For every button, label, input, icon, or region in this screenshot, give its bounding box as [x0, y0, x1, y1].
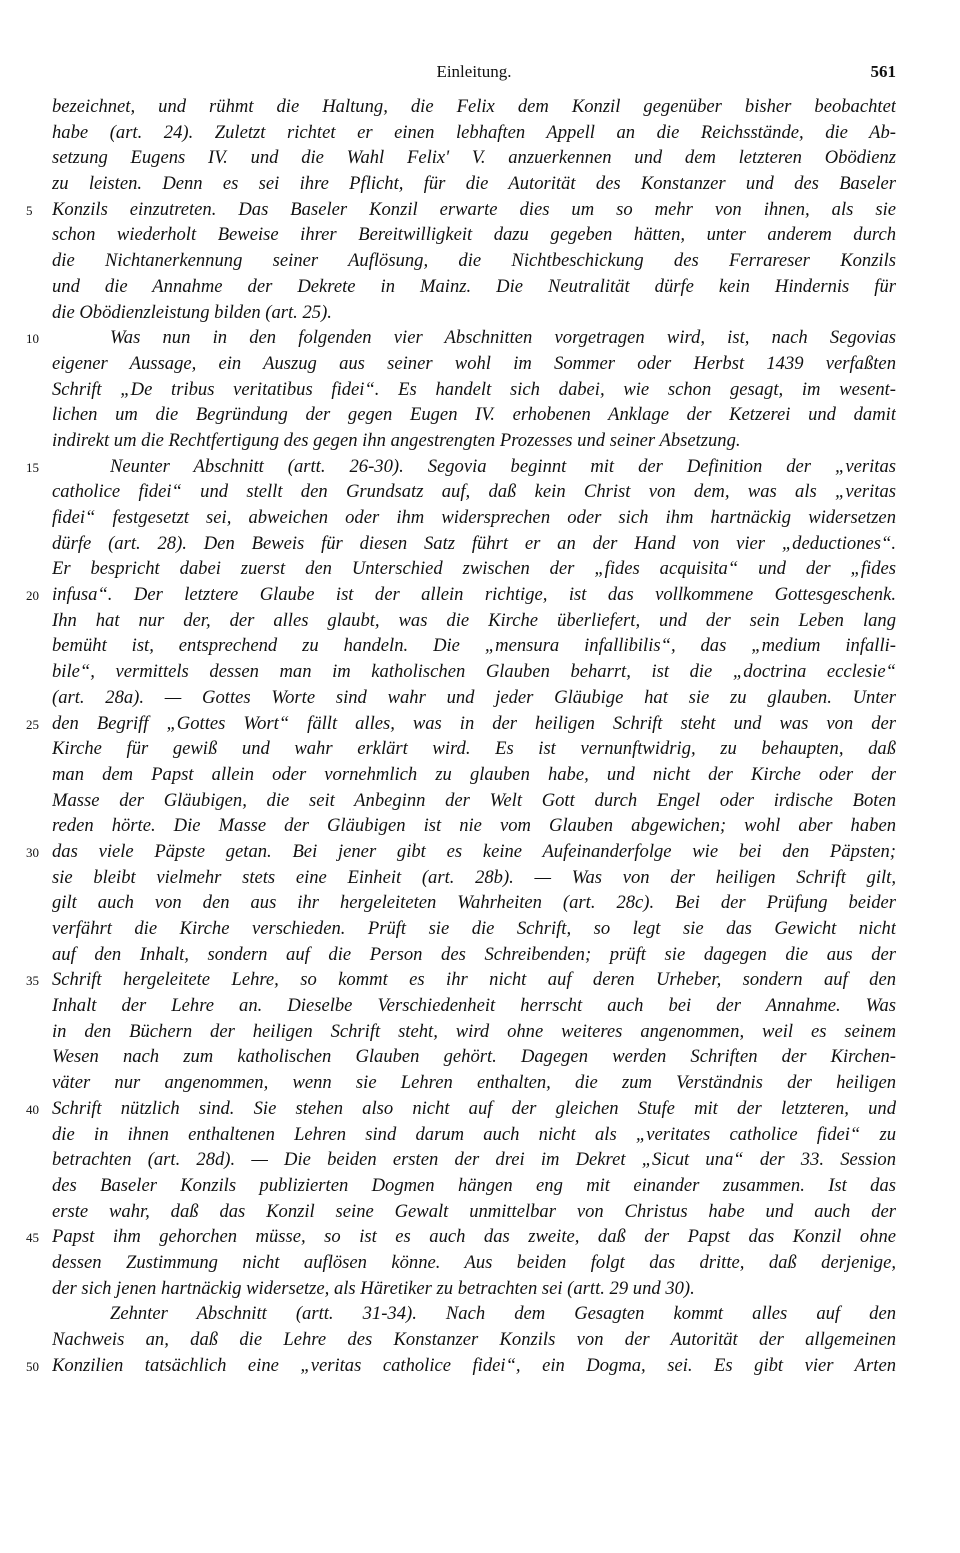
- text-line: [0, 505, 960, 531]
- text-line: [0, 1327, 960, 1353]
- line-text: erste wahr, daß das Konzil seine Gewalt unmittelbar von Christus habe und auch der: [52, 1200, 896, 1222]
- line-number: 5: [26, 202, 33, 218]
- line-text: fidei“ festgesetzt sei, abweichen oder ihm widersprechen oder sich ihm hartnäckig widersetzen: [52, 507, 896, 528]
- line-number: 25: [26, 716, 39, 732]
- text-line: [0, 659, 960, 685]
- line-text: Zehnter Abschnitt (artt. 31-34). Nach dem Gesagten kommt alles auf den: [110, 1303, 896, 1325]
- line-text: zu leisten. Denn es sei ihre Pflicht, für die Autorität des Konstanzer und des Baseler: [52, 173, 896, 195]
- line-text: die Nichtanerkennung seiner Auflösung, die Nichtbeschickung des Ferrareser Konzils: [52, 250, 896, 272]
- line-number: 35: [26, 973, 39, 989]
- text-line: [0, 145, 960, 171]
- line-text: sie bleibt vielmehr stets eine Einheit (art. 28b). — Was von der heiligen Schrift gilt,: [52, 866, 896, 888]
- line-text: in den Büchern der heiligen Schrift steht, wird ohne weiteres angenommen, weil es seinem: [52, 1020, 896, 1042]
- text-line: [0, 351, 960, 377]
- text-line: [0, 993, 960, 1019]
- text-line: [0, 479, 960, 505]
- running-title: Einleitung.: [436, 62, 512, 81]
- text-line: [0, 1019, 960, 1045]
- text-line: [0, 762, 960, 788]
- text-line: [0, 582, 960, 608]
- text-line: [0, 633, 960, 659]
- line-text: Er bespricht dabei zuerst den Unterschied zwischen der „fides acquisita“ und der „fides: [52, 558, 896, 580]
- line-text: man dem Papst allein oder vornehmlich zu glauben habe, und nicht der Kirche oder der: [52, 763, 896, 785]
- line-number: 10: [26, 331, 39, 347]
- line-text: Wesen nach zum katholischen Glauben gehört. Dagegen werden Schriften der Kirchen-: [52, 1046, 896, 1068]
- line-text: väter nur angenommen, wenn sie Lehren enthalten, die zum Verständnis der heiligen: [52, 1072, 896, 1094]
- body-text: [0, 94, 960, 1378]
- text-line: [0, 1147, 960, 1173]
- text-line: [0, 1070, 960, 1096]
- text-line: [0, 1250, 960, 1276]
- line-text: Neunter Abschnitt (artt. 26-30). Segovia beginnt mit der Definition der „veritas: [110, 455, 896, 477]
- line-text: auf den Inhalt, sondern auf die Person des Schreibenden; prüft sie dagegen die aus der: [52, 943, 896, 965]
- text-line: [0, 1276, 960, 1302]
- text-line: [0, 608, 960, 634]
- text-line: [0, 377, 960, 403]
- line-number: 40: [26, 1101, 39, 1117]
- text-line: [0, 248, 960, 274]
- line-text: Masse der Gläubigen, die seit Anbeginn der Welt Gott durch Engel oder irdische Boten: [52, 789, 896, 811]
- line-number: 45: [26, 1230, 39, 1246]
- text-line: [0, 94, 960, 120]
- line-text: betrachten (art. 28d). — Die beiden ersten der drei im Dekret „Sicut una“ der 33. Session: [52, 1149, 896, 1171]
- text-line: [0, 711, 960, 737]
- text-line: [0, 1122, 960, 1148]
- line-text: infusa“. Der letztere Glaube ist der allein richtige, ist das vollkommene Gottesgeschenk.: [52, 584, 896, 606]
- text-line: [0, 736, 960, 762]
- line-text: setzung Eugens IV. und die Wahl Felix' V. anzuerkennen und dem letzteren Obödienz: [52, 147, 896, 169]
- line-text: Was nun in den folgenden vier Abschnitten vorgetragen wird, ist, nach Segovias: [110, 327, 896, 349]
- line-text: verfährt die Kirche verschieden. Prüft sie die Schrift, so legt sie das Gewicht nicht: [52, 918, 896, 939]
- line-text: die in ihnen enthaltenen Lehren sind darum auch nicht als „veritates catholice fidei“ zu: [52, 1123, 896, 1145]
- text-line: [0, 197, 960, 223]
- line-text: dürfe (art. 28). Den Beweis für diesen Satz führt er an der Hand von vier „deductiones“.: [52, 532, 896, 554]
- line-text: das viele Päpste getan. Bei jener gibt es keine Aufeinanderfolge wie bei den Päpsten;: [52, 840, 896, 862]
- line-text: catholice fidei“ und stellt den Grundsatz auf, daß kein Christ von dem, was als „veritas: [52, 481, 896, 503]
- line-text: lichen um die Begründung der gegen Eugen IV. erhobenen Anklage der Ketzerei und damit: [52, 404, 896, 426]
- text-line: [0, 1044, 960, 1070]
- text-line: [0, 1199, 960, 1225]
- line-text: Schrift „De tribus veritatibus fidei“. Es handelt sich dabei, wie schon gesagt, im wesent-: [52, 378, 896, 400]
- line-text: Papst ihm gehorchen müsse, so ist es auch das zweite, daß der Papst das Konzil ohne: [52, 1226, 896, 1248]
- line-number: 30: [26, 844, 39, 860]
- text-line: [0, 325, 960, 351]
- text-line: [0, 865, 960, 891]
- text-line: [0, 402, 960, 428]
- line-text: und die Annahme der Dekrete in Mainz. Die Neutralität dürfe kein Hindernis für: [52, 275, 896, 297]
- text-line: [0, 120, 960, 146]
- line-text: eigener Aussage, ein Auszug aus seiner wohl im Sommer oder Herbst 1439 verfaßten: [52, 352, 896, 374]
- text-line: [0, 1173, 960, 1199]
- line-text: den Begriff „Gottes Wort“ fällt alles, was in der heiligen Schrift steht und was von der: [52, 712, 896, 734]
- text-line: [0, 685, 960, 711]
- line-text: Inhalt der Lehre an. Dieselbe Verschiedenheit herrscht auch bei der Annahme. Was: [52, 995, 896, 1017]
- line-text: des Baseler Konzils publizierten Dogmen hängen eng mit einander zusammen. Ist das: [52, 1174, 896, 1196]
- line-number: 50: [26, 1358, 39, 1374]
- text-line: [0, 1096, 960, 1122]
- text-line: [0, 1353, 960, 1379]
- line-number: 20: [26, 588, 39, 604]
- line-text: habe (art. 24). Zuletzt richtet er einen lebhaften Appell an die Reichsstände, die Ab-: [52, 121, 896, 143]
- line-text: schon wiederholt Beweise ihrer Bereitwilligkeit dazu gegeben hätten, unter anderem durch: [52, 224, 896, 246]
- text-line: [0, 813, 960, 839]
- text-line: [0, 890, 960, 916]
- line-number: 15: [26, 459, 39, 475]
- text-line: [0, 556, 960, 582]
- text-line: [0, 839, 960, 865]
- text-line: [0, 428, 960, 454]
- text-line: [0, 222, 960, 248]
- text-line: [0, 531, 960, 557]
- line-text: bemüht ist, entsprechend zu handeln. Die „mensura infallibilis“, das „medium infalli-: [52, 635, 896, 657]
- line-text: Konzils einzutreten. Das Baseler Konzil erwarte dies um so mehr von ihnen, als sie: [52, 198, 896, 220]
- text-line: [0, 967, 960, 993]
- text-line: [0, 1224, 960, 1250]
- running-head: [52, 62, 896, 86]
- line-text: Schrift hergeleitete Lehre, so kommt es ihr nicht auf deren Urheber, sondern auf den: [52, 969, 896, 991]
- line-text: indirekt um die Rechtfertigung des gegen ihn angestrengten Prozesses und seiner Absetzung.: [52, 429, 741, 451]
- text-line: [0, 942, 960, 968]
- line-text: (art. 28a). — Gottes Worte sind wahr und jeder Gläubige hat sie zu glauben. Unter: [52, 686, 896, 708]
- line-text: die Obödienzleistung bilden (art. 25).: [52, 301, 332, 323]
- line-text: Nachweis an, daß die Lehre des Konstanzer Konzils von der Autorität der allgemeinen: [52, 1329, 896, 1350]
- line-text: Kirche für gewiß und wahr erklärt wird. Es ist vernunftwidrig, zu behaupten, daß: [52, 738, 896, 760]
- line-text: der sich jenen hartnäckig widersetze, als Häretiker zu betrachten sei (artt. 29 und 30).: [52, 1277, 695, 1299]
- line-text: Ihn hat nur der, der alles glaubt, was die Kirche überliefert, und der sein Leben lang: [52, 609, 896, 631]
- page-number: 561: [870, 62, 896, 81]
- line-text: reden hörte. Die Masse der Gläubigen ist nie vom Glauben abgewichen; wohl aber haben: [52, 815, 896, 837]
- line-text: bile“, vermittels dessen man im katholischen Glauben beharrt, ist die „doctrina ecclesie“: [52, 661, 896, 683]
- line-text: Konzilien tatsächlich eine „veritas catholice fidei“, ein Dogma, sei. Es gibt vier Arten: [52, 1354, 896, 1376]
- line-text: Schrift nützlich sind. Sie stehen also nicht auf der gleichen Stufe mit der letzteren, und: [52, 1097, 896, 1119]
- line-text: dessen Zustimmung nicht auflösen könne. Aus beiden folgt das dritte, daß derjenige,: [52, 1251, 896, 1273]
- text-line: [0, 300, 960, 326]
- line-text: bezeichnet, und rühmt die Haltung, die Felix dem Konzil gegenüber bisher beobachtet: [52, 96, 896, 117]
- text-line: [0, 916, 960, 942]
- text-line: [0, 1301, 960, 1327]
- text-line: [0, 274, 960, 300]
- text-line: [0, 454, 960, 480]
- line-text: gilt auch von den aus ihr hergeleiteten Wahrheiten (art. 28c). Bei der Prüfung beider: [52, 892, 896, 914]
- text-line: [0, 171, 960, 197]
- text-line: [0, 788, 960, 814]
